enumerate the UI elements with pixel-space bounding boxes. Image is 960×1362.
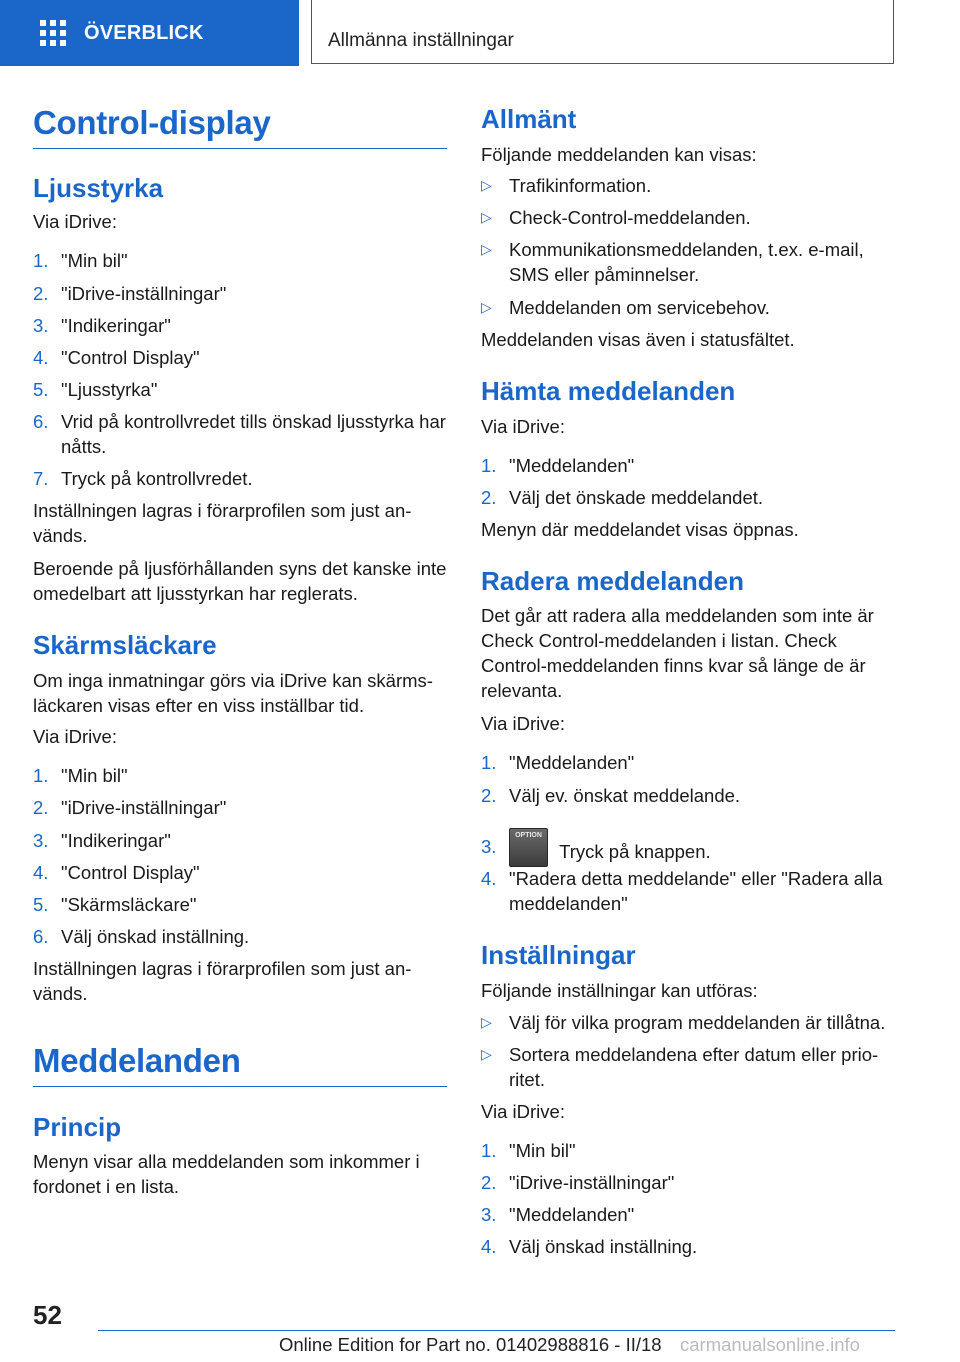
grid-menu-icon xyxy=(40,20,66,46)
triangle-bullet-icon: ▷ xyxy=(481,1046,492,1062)
triangle-bullet-icon: ▷ xyxy=(481,1014,492,1030)
heading-ljusstyrka: Ljusstyrka xyxy=(33,173,164,203)
note-text: Beroende på ljusförhållanden syns det kanske inte omedelbart att ljusstyrkan har reglerats. xyxy=(33,558,447,604)
via-idrive-text: Via iDrive: xyxy=(33,211,117,232)
heading-meddelanden: Meddelanden xyxy=(33,1042,447,1087)
princip-text: Menyn visar alla meddelanden som inkommer i fordonet i en lista. xyxy=(33,1151,420,1197)
intro-text: Följande inställningar kan utföras: xyxy=(481,980,758,1001)
footer-divider xyxy=(98,1330,895,1331)
heading-skarmslackare: Skärmsläckare xyxy=(33,630,217,660)
intro-text: Om inga inmatningar görs via iDrive kan skärms‐läckaren visas efter en viss inställbar tid. xyxy=(33,670,433,716)
heading-control-display: Control-display xyxy=(33,104,447,149)
section-header xyxy=(311,0,894,64)
triangle-bullet-icon: ▷ xyxy=(481,177,492,193)
heading-allmant: Allmänt xyxy=(481,104,577,134)
triangle-bullet-icon: ▷ xyxy=(481,299,492,315)
via-idrive-text: Via iDrive: xyxy=(481,1101,565,1122)
intro-text: Följande meddelanden kan visas: xyxy=(481,144,757,165)
note-text: Inställningen lagras i förarprofilen som just an‐vänds. xyxy=(33,958,412,1004)
triangle-bullet-icon: ▷ xyxy=(481,209,492,225)
overview-tab[interactable] xyxy=(0,0,299,66)
note-text: Meddelanden visas även i statusfältet. xyxy=(481,329,795,350)
note-text: Inställningen lagras i förarprofilen som just an‐vänds. xyxy=(33,500,412,546)
heading-radera-meddelanden: Radera meddelanden xyxy=(481,566,744,596)
triangle-bullet-icon: ▷ xyxy=(481,241,492,257)
option-button-icon: OPTION xyxy=(509,828,548,867)
watermark: carmanualsonline.info xyxy=(680,1334,860,1355)
via-idrive-text: Via iDrive: xyxy=(33,726,117,747)
via-idrive-text: Via iDrive: xyxy=(481,416,565,437)
heading-princip: Princip xyxy=(33,1112,122,1142)
note-text: Menyn där meddelandet visas öppnas. xyxy=(481,519,799,540)
page-number: 52 xyxy=(33,1300,62,1330)
heading-hamta-meddelanden: Hämta meddelanden xyxy=(481,376,736,406)
via-idrive-text: Via iDrive: xyxy=(481,713,565,734)
heading-installningar: Inställningar xyxy=(481,940,636,970)
overview-label: ÖVERBLICK xyxy=(84,21,204,44)
intro-text: Det går att radera alla meddelanden som inte är Check Control-meddelanden i listan. Check Control-meddelanden finns kvar så länge de är relevanta. xyxy=(481,605,874,701)
section-title: Allmänna inställningar xyxy=(328,30,514,51)
footer-edition: Online Edition for Part no. 01402988816 - II/18 xyxy=(279,1334,662,1355)
